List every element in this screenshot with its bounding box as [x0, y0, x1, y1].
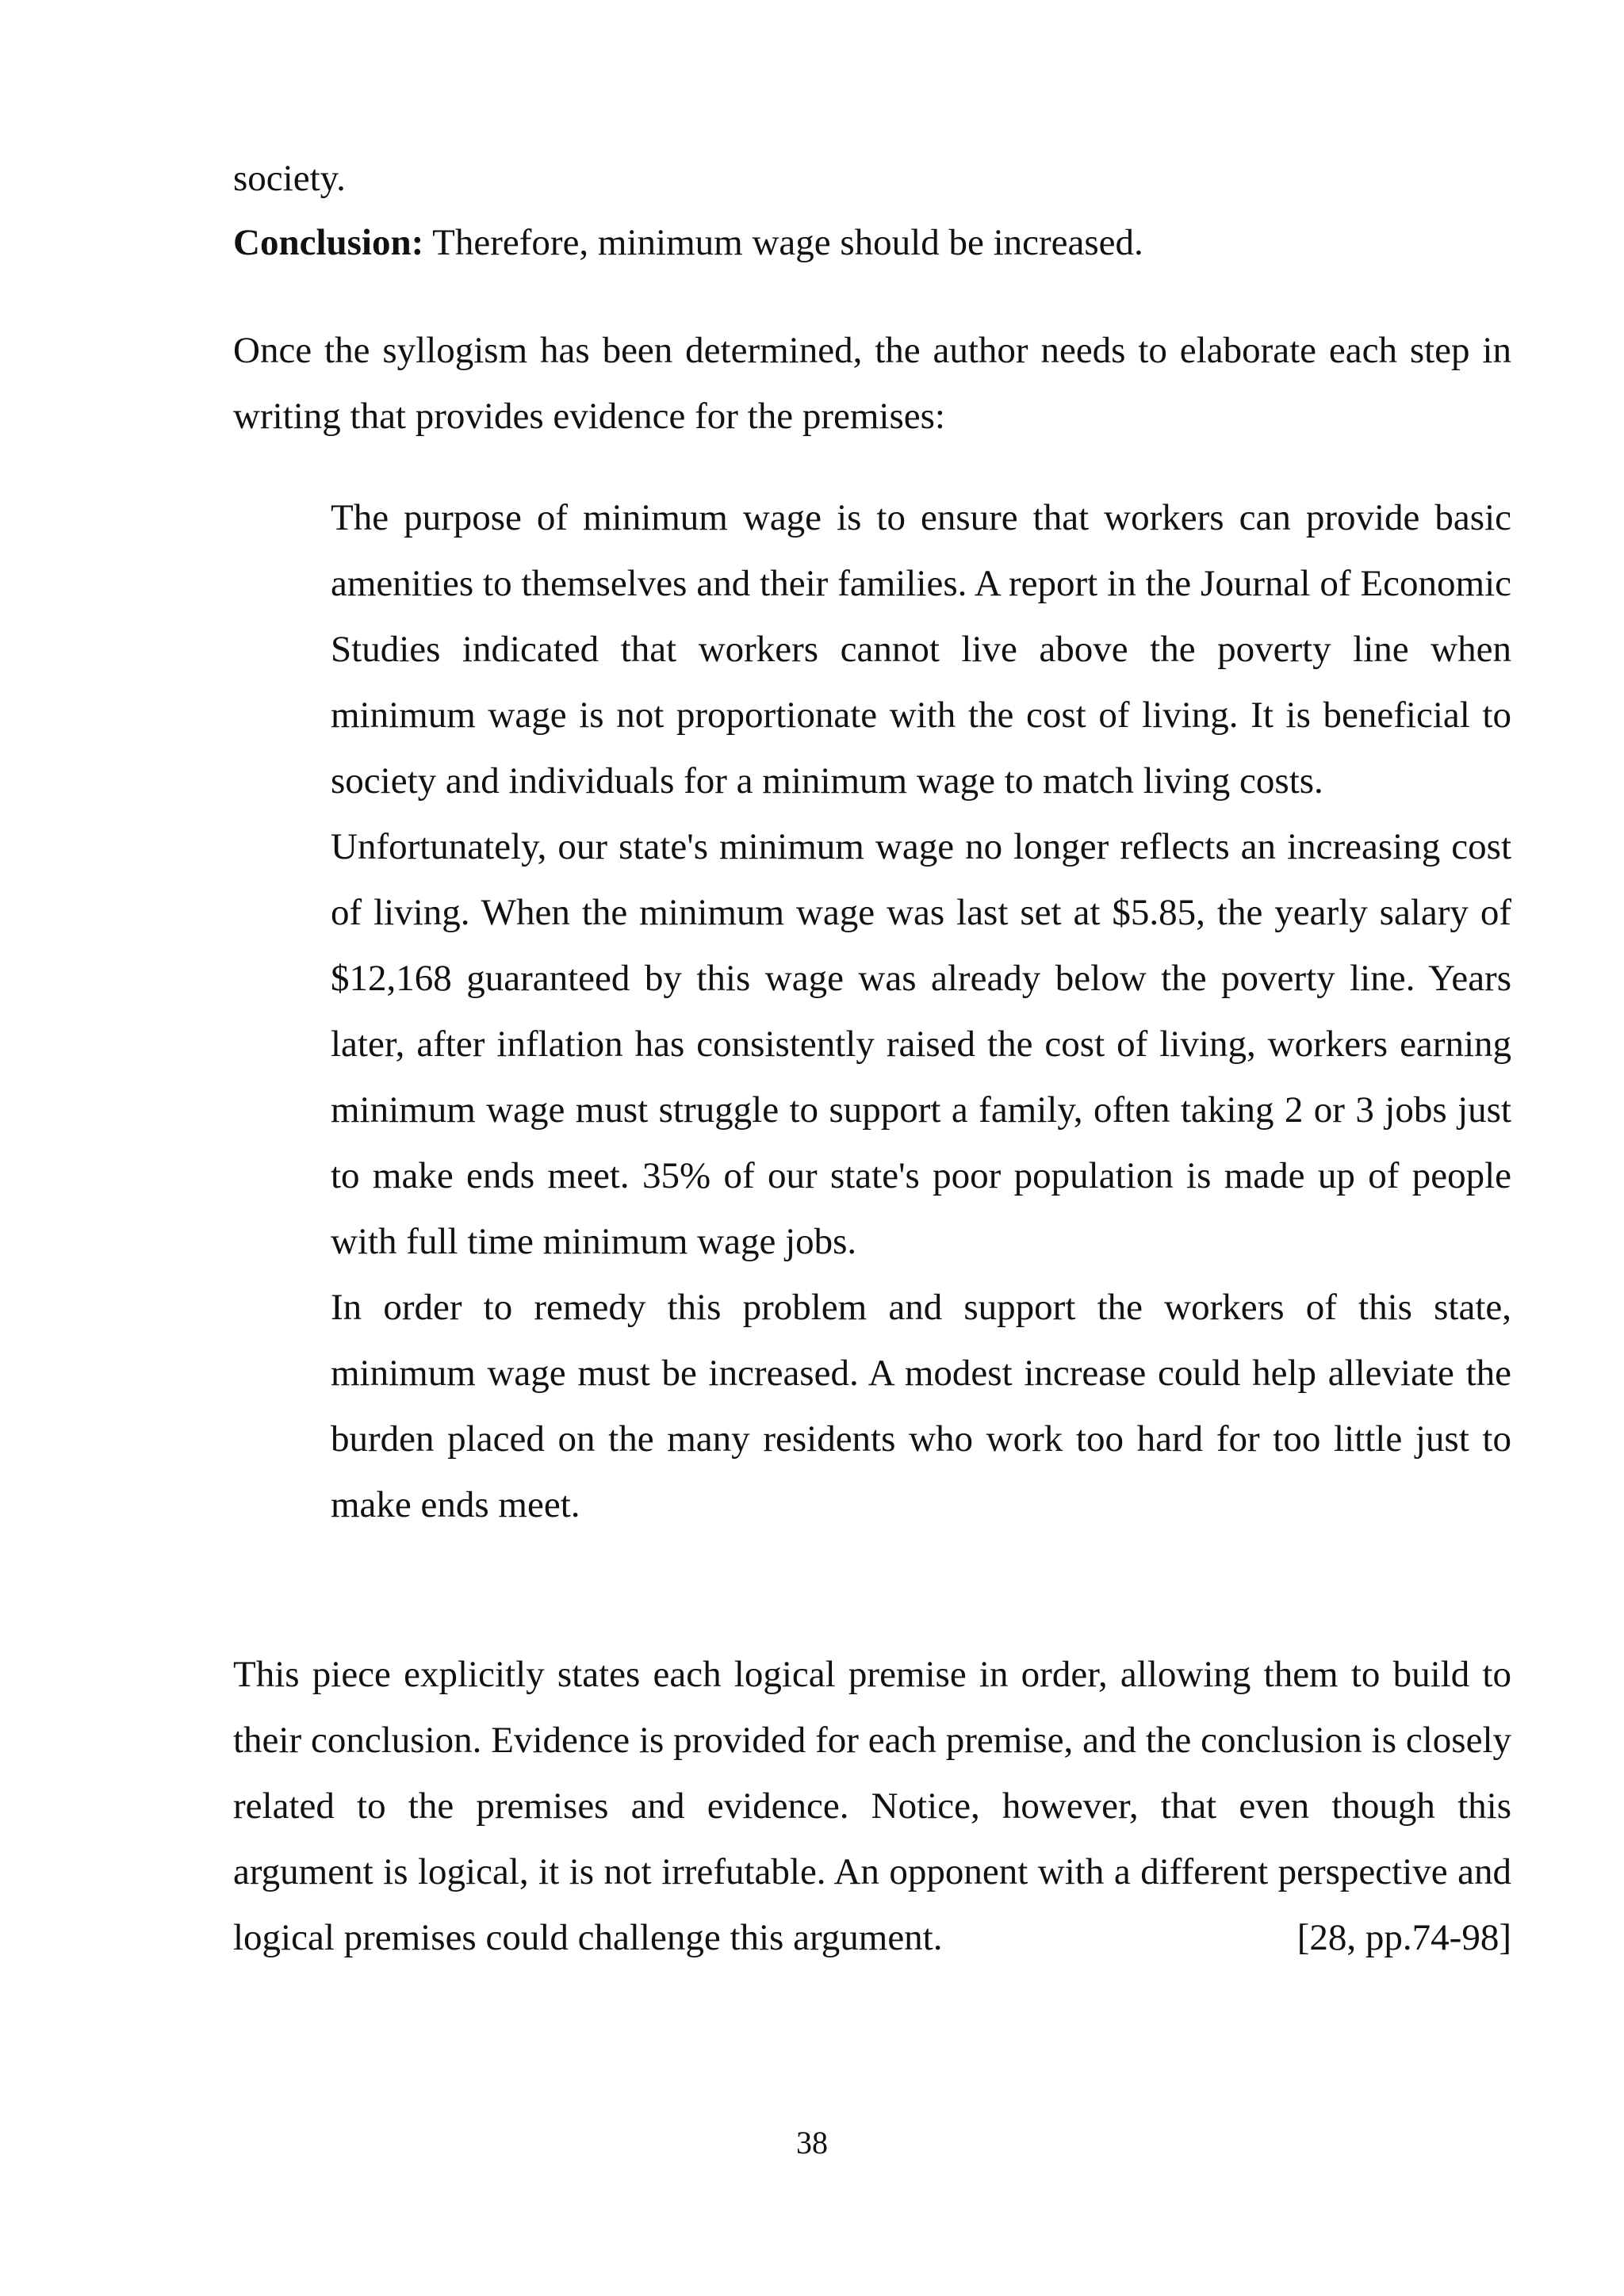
- conclusion-line: [233, 219, 1143, 266]
- quoted-paragraph-conclusion: In order to remedy this problem and support the workers of this state, minimum wage must be increased. A modest increase could help alleviate the burden placed on the many residents who work too hard for too little just to make ends meet.: [331, 1287, 1511, 1525]
- conclusion-label: Conclusion:: [233, 222, 424, 263]
- quoted-paragraph-premise-1: The purpose of minimum wage is to ensure that workers can provide basic amenities to themselves and their families. A report in the Journal of Economic Studies indicated that workers cannot live above the poverty line when minimum wage is not proportionate with the cost of living. It is beneficial to society and individuals for a minimum wage to match living costs.: [331, 497, 1511, 802]
- closing-paragraph: [233, 1642, 1511, 1971]
- quoted-argument-block: [331, 485, 1511, 1538]
- page-number: 38: [796, 2125, 828, 2160]
- intro-paragraph: Once the syllogism has been determined, the author needs to elaborate each step in writing that provides evidence for the premises:: [233, 330, 1511, 437]
- closing-paragraph-text: This piece explicitly states each logical premise in order, allowing them to build to their conclusion. Evidence is provided for each premise, and the conclusion is closely related to the premises and evidence. Notice, however, that even though this argument is logical, it is not irrefutable. An opponent with a different perspective and logical premises could challenge this argument.: [233, 1654, 1511, 1958]
- continuation-line: society.: [233, 158, 346, 199]
- citation-reference: [28, pp.74-98]: [1297, 1917, 1511, 1958]
- conclusion-text: Therefore, minimum wage should be increased.: [423, 222, 1143, 263]
- quoted-paragraph-premise-2: Unfortunately, our state's minimum wage no longer reflects an increasing cost of living. When the minimum wage was last set at $5.85, the yearly salary of $12,168 guaranteed by this wage was already below the poverty line. Years later, after inflation has consistently raised the cost of living, workers earning minimum wage must struggle to support a family, often taking 2 or 3 jobs just to make ends meet. 35% of our state's poor population is made up of people with full time minimum wage jobs.: [331, 826, 1511, 1262]
